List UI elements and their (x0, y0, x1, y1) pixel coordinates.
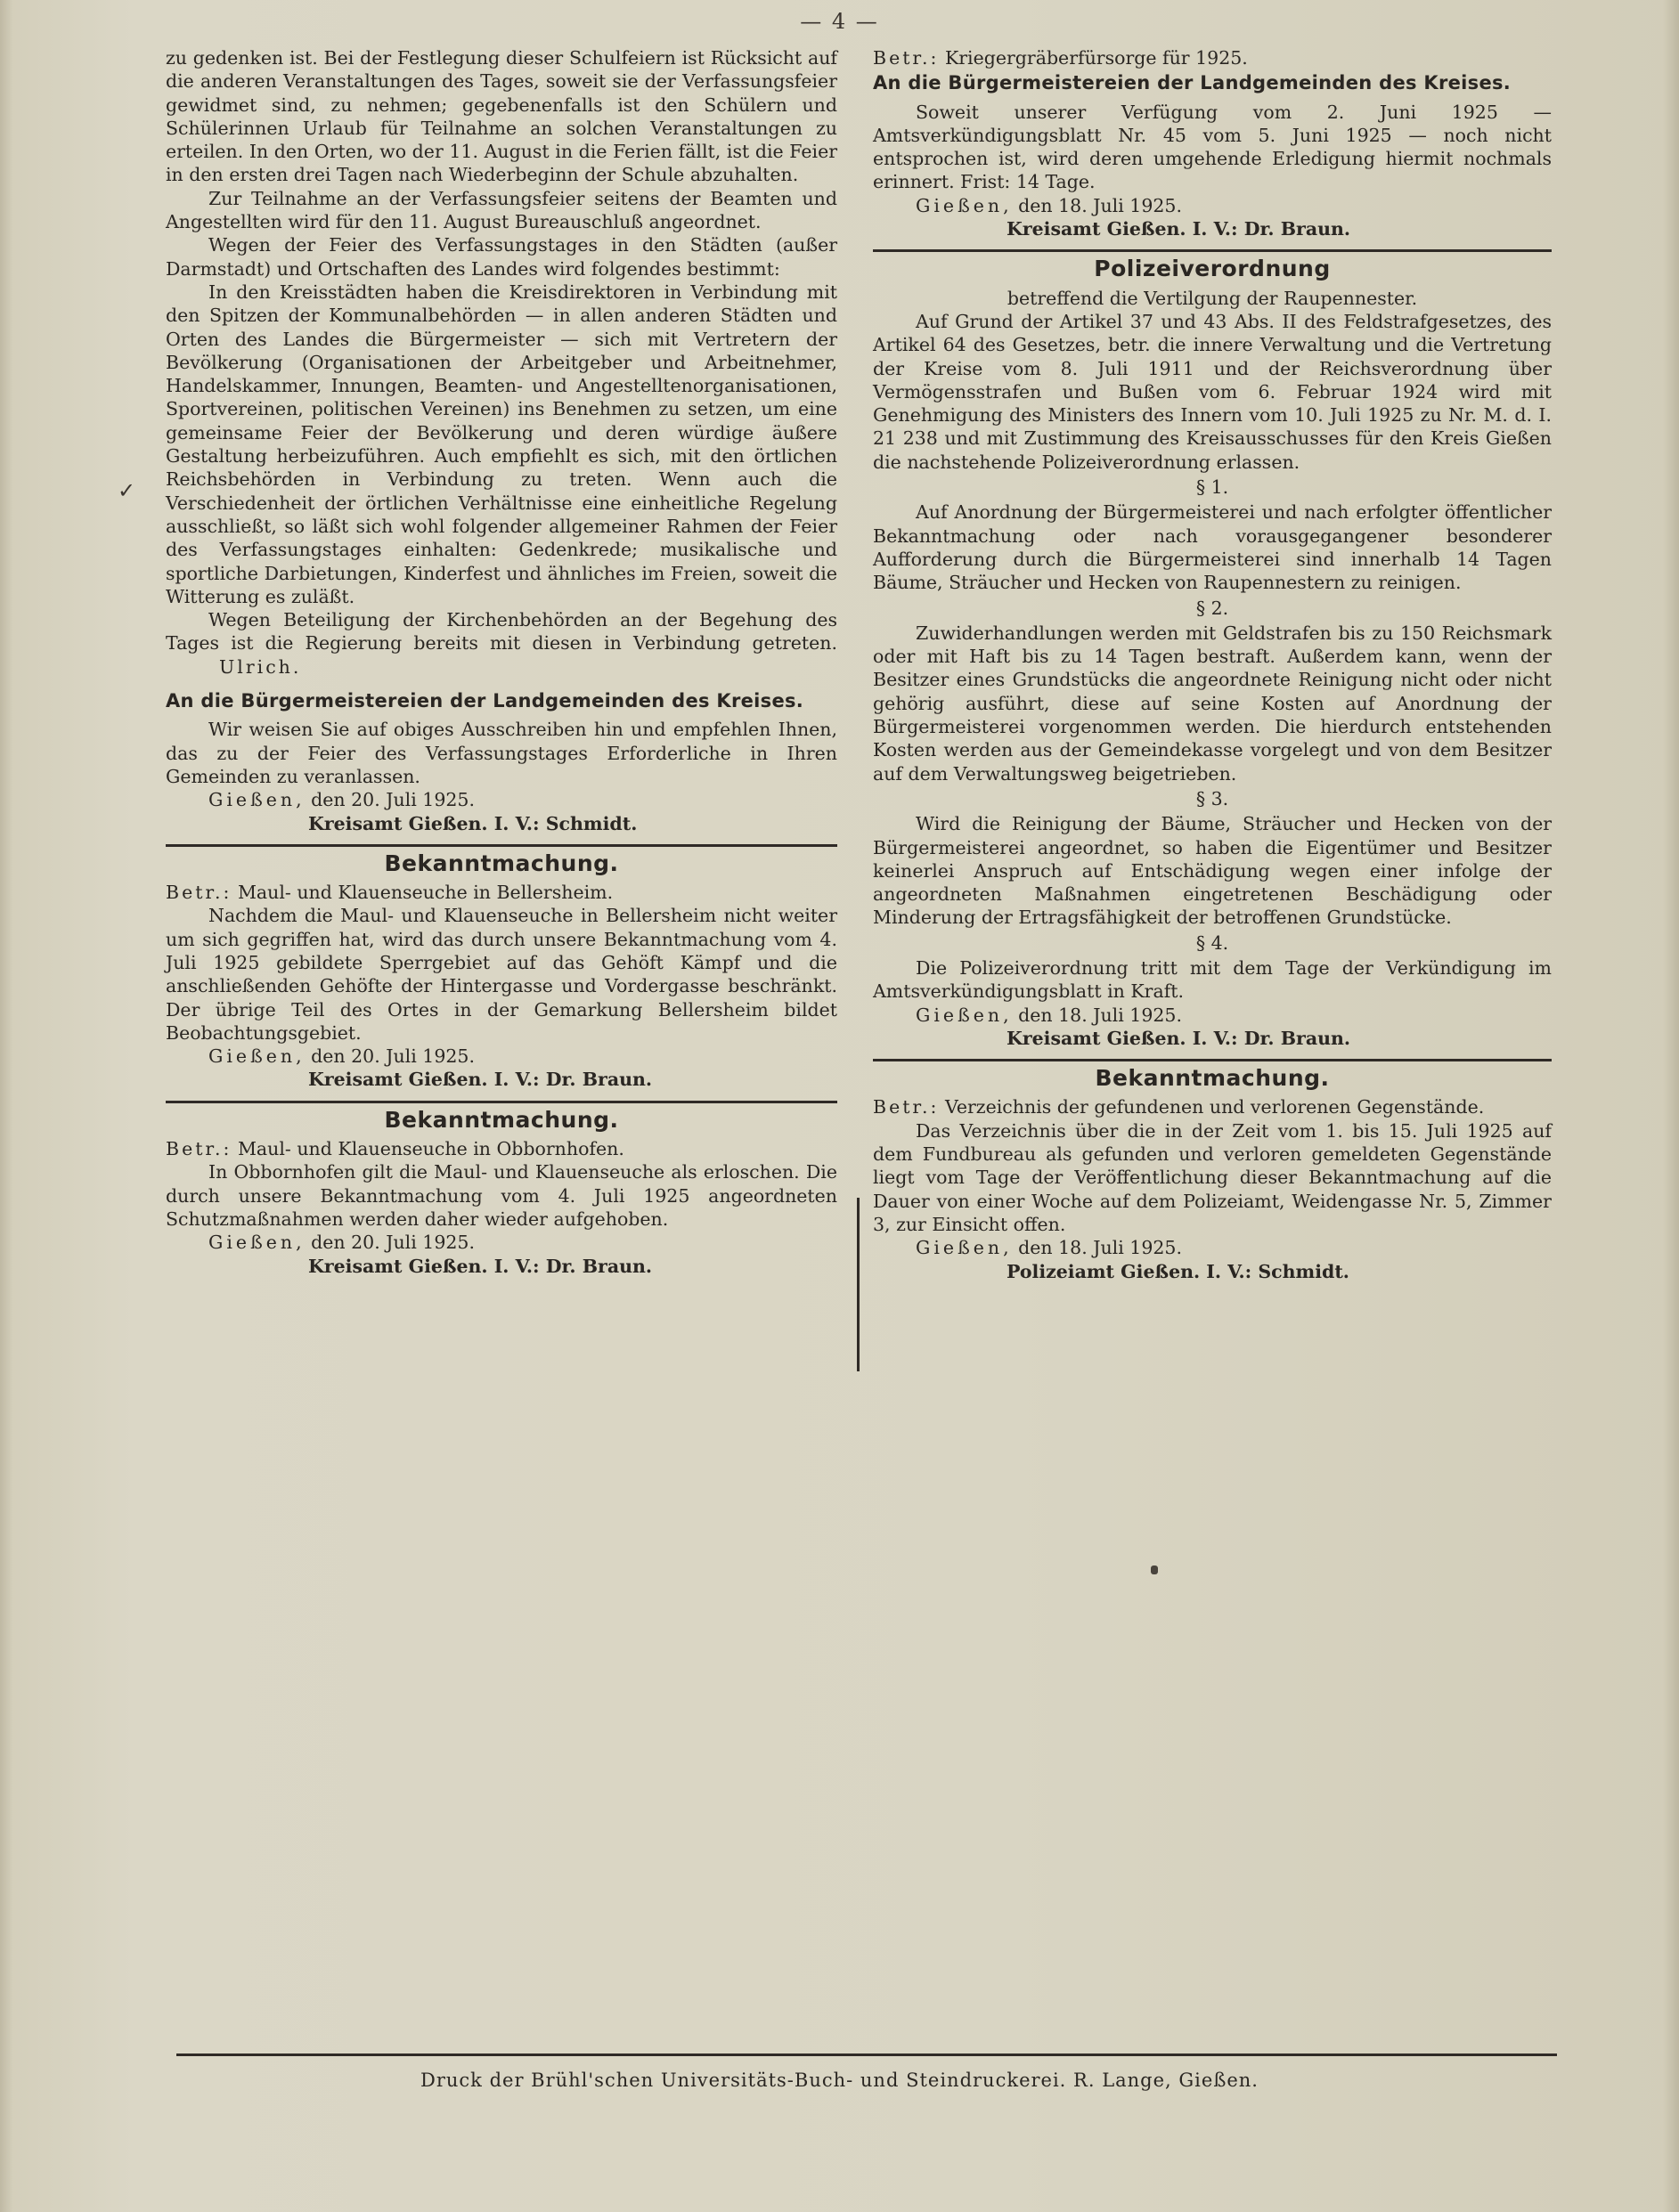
subject-text: Kriegergräberfürsorge für 1925. (944, 47, 1248, 69)
paragraph: Zur Teilnahme an der Verfassungsfeier seitens der Beamten und Angestellten wird für den 11. August Bureauschluß angeordnet. (166, 187, 837, 233)
section-divider (166, 1101, 837, 1103)
section-divider (166, 844, 837, 847)
date: den 20. Juli 1925. (311, 1045, 475, 1068)
paragraph: Auf Anordnung der Bürgermeisterei und nach erfolgter öffentlicher Bekanntmachung oder nach vorausgegangener besonderer Aufforderung durch die Bürgermeisterei sind innerhalb 14 Tagen Bäume, Sträucher und Hecken von Raupennestern zu reinigen. (873, 501, 1552, 594)
paragraph: Auf Grund der Artikel 37 und 43 Abs. II des Feldstrafgesetzes, des Artikel 64 des Gesetzes, betr. die innere Verwaltung und die Vertretung der Kreise vom 8. Juli 1911 und der Reichsverordnung über Vermögensstrafen und Bußen vom 6. Februar 1924 wird mit Genehmigung des Ministers des Innern vom 10. Juli 1925 zu Nr. M. d. I. 21 238 und mit Zustimmung des Kreisausschusses für den Kreis Gießen die nachstehende Polizeiverordnung erlassen. (873, 310, 1552, 473)
page-edge-left (0, 0, 12, 2212)
subject-line (166, 881, 837, 904)
margin-pencil-mark: ✓ (118, 478, 136, 503)
place: Gießen, (916, 1237, 1013, 1259)
paragraph: In Obbornhofen gilt die Maul- und Klauenseuche als erloschen. Die durch unsere Bekanntmachung vom 4. Juli 1925 angeordneten Schutzmaßnahmen werden daher wieder aufgehoben. (166, 1161, 837, 1230)
section-heading: An die Bürgermeistereien der Landgemeinden des Kreises. (873, 72, 1512, 94)
place: Gießen, (916, 1004, 1013, 1026)
date: den 18. Juli 1925. (1018, 194, 1182, 216)
notice-subtitle: betreffend die Vertilgung der Raupennester. (1007, 287, 1418, 309)
paragraph: Nachdem die Maul- und Klauenseuche in Bellersheim nicht weiter um sich gegriffen hat, wird das durch unsere Bekanntmachung vom 4. Juli 1925 gebildete Sperrgebiet auf das Gehöft Kämpf und die anschließenden Gehöfte der Hintergasse und Vordergasse beschränkt. Der übrige Teil des Ortes in der Gemarkung Bellersheim bildet Beobachtungsgebiet. (166, 905, 837, 1044)
place: Gießen, (208, 789, 306, 811)
subject-text: Verzeichnis der gefundenen und verlorenen Gegenstände. (944, 1096, 1485, 1118)
signature: Polizeiamt Gießen. I. V.: Schmidt. (1007, 1260, 1349, 1282)
signature: Kreisamt Gießen. I. V.: Schmidt. (308, 812, 638, 834)
notice-title: Bekanntmachung. (384, 1106, 619, 1133)
place-date (873, 194, 1552, 217)
place-date (166, 1231, 837, 1254)
paragraph: Wegen der Feier des Verfassungstages in den Städten (außer Darmstadt) und Ortschaften des Landes wird folgendes bestimmt: (166, 234, 837, 280)
place-date (166, 788, 837, 811)
footer-rule (176, 2053, 1557, 2056)
signature: Kreisamt Gießen. I. V.: Dr. Braun. (1007, 1027, 1351, 1049)
paragraph: Die Polizeiverordnung tritt mit dem Tage der Verkündigung im Amtsverkündigungsblatt in Kraft. (873, 956, 1552, 1003)
subject-line (873, 46, 1552, 69)
section-heading: An die Bürgermeistereien der Landgemeinden des Kreises. (166, 690, 804, 712)
subject-line (873, 1095, 1552, 1118)
paragraph (166, 608, 837, 679)
paragraph: Zuwiderhandlungen werden mit Geldstrafen bis zu 150 Reichsmark oder mit Haft bis zu 14 Tagen bestraft. Außerdem kann, wenn der Besitzer eines Grundstücks die angeordnete Reinigung nicht oder nicht gehörig ausführt, diese auf seine Kosten auf Anordnung der Bürgermeisterei vorgenommen werden. Die hierdurch entstehenden Kosten werden aus der Gemeindekasse vorgelegt und von dem Besitzer auf dem Verwaltungsweg beigetrieben. (873, 622, 1552, 785)
notice-title: Bekanntmachung. (384, 850, 619, 876)
right-column (873, 46, 1552, 1283)
subject-label: Betr.: (166, 882, 232, 904)
column-divider (857, 1198, 860, 1371)
place: Gießen, (916, 194, 1013, 216)
section-number: § 4. (1195, 931, 1229, 954)
paragraph: Soweit unserer Verfügung vom 2. Juni 1925 — Amtsverkündigungsblatt Nr. 45 vom 5. Juni 1925 — noch nicht entsprochen ist, wird deren umgehende Erledigung hiermit nochmals erinnert. Frist: 14 Tage. (873, 101, 1552, 193)
date: den 20. Juli 1925. (311, 1232, 475, 1254)
signature-ulrich: Ulrich. (219, 655, 302, 678)
paragraph-text: Wegen Beteiligung der Kirchenbehörden an der Begehung des Tages ist die Regierung bereits mit diesen in Verbindung getreten. (166, 609, 837, 655)
subject-label: Betr.: (873, 1096, 940, 1118)
notice-title: Bekanntmachung. (1095, 1065, 1330, 1092)
section-number: § 1. (1195, 476, 1229, 499)
place: Gießen, (208, 1232, 306, 1254)
page-number: — 4 — (800, 9, 879, 34)
section-divider (873, 249, 1552, 252)
page-edge-right (1663, 0, 1679, 2212)
date: den 18. Juli 1925. (1018, 1237, 1182, 1259)
date: den 20. Juli 1925. (311, 789, 475, 811)
paragraph: Wird die Reinigung der Bäume, Sträucher und Hecken von der Bürgermeisterei angeordnet, so haben die Eigentümer und Besitzer keinerlei Anspruch auf Entschädigung wegen einer infolge der angeordneten Maßnahmen eingetretenen Beschädigung oder Minderung der Ertragsfähigkeit der betroffenen Grundstücke. (873, 813, 1552, 929)
subject-text: Maul- und Klauenseuche in Obbornhofen. (237, 1138, 624, 1160)
signature: Kreisamt Gießen. I. V.: Dr. Braun. (1007, 218, 1351, 240)
paragraph: Wir weisen Sie auf obiges Ausschreiben hin und empfehlen Ihnen, das zu der Feier des Verfassungstages Erforderliche in Ihren Gemeinden zu veranlassen. (166, 719, 837, 787)
signature: Kreisamt Gießen. I. V.: Dr. Braun. (308, 1069, 653, 1091)
section-number: § 3. (1195, 787, 1229, 809)
subject-text: Maul- und Klauenseuche in Bellersheim. (237, 882, 614, 904)
place-date (873, 1236, 1552, 1259)
place-date (166, 1045, 837, 1068)
printer-imprint: Druck der Brühl'schen Universitäts-Buch- und Steindruckerei. R. Lange, Gießen. (420, 2070, 1259, 2091)
left-column (166, 46, 837, 1278)
paragraph: zu gedenken ist. Bei der Festlegung dieser Schulfeiern ist Rücksicht auf die anderen Veranstaltungen des Tages, soweit sie der Verfassungsfeier gewidmet sind, zu nehmen; gegebenenfalls ist den Schülern und Schülerinnen Urlaub für Teilnahme an solchen Veranstaltungen zu erteilen. In den Orten, wo der 11. August in die Ferien fällt, ist die Feier in den ersten drei Tagen nach Wiederbeginn der Schule abzuhalten. (166, 47, 837, 186)
ink-speck (1151, 1565, 1158, 1574)
place: Gießen, (208, 1045, 306, 1068)
paragraph: In den Kreisstädten haben die Kreisdirektoren in Verbindung mit den Spitzen der Kommunalbehörden — in allen anderen Städten und Orten des Landes die Bürgermeister — sich mit Vertretern der Bevölkerung (Organisationen der Arbeitgeber und Arbeitnehmer, Handelskammer, Innungen, Beamten- und Angestelltenorganisationen, Sportvereinen, politischen Vereinen) ins Benehmen zu setzen, um eine gemeinsame Feier der Bevölkerung und deren würdige äußere Gestaltung herbeizuführen. Auch empfiehlt es sich, mit den örtlichen Reichsbehörden in Verbindung zu treten. Wenn auch die Verschiedenheit der örtlichen Verhältnisse eine einheitliche Regelung ausschließt, so läßt sich wohl folgender allgemeiner Rahmen der Feier des Verfassungstages einhalten: Gedenkrede; musikalische und sportliche Darbietungen, Kinderfest und ähnliches im Freien, soweit die Witterung es zuläßt. (166, 281, 837, 607)
section-number: § 2. (1195, 597, 1229, 619)
notice-title: Polizeiverordnung (1094, 256, 1331, 282)
place-date (873, 1004, 1552, 1027)
subject-label: Betr.: (873, 47, 940, 69)
date: den 18. Juli 1925. (1018, 1004, 1182, 1026)
subject-label: Betr.: (166, 1138, 232, 1160)
subject-line (166, 1137, 837, 1160)
signature: Kreisamt Gießen. I. V.: Dr. Braun. (308, 1255, 653, 1277)
paragraph: Das Verzeichnis über die in der Zeit vom 1. bis 15. Juli 1925 auf dem Fundbureau als gefunden und verloren gemeldeten Gegenstände liegt vom Tage der Veröffentlichung dieser Bekanntmachung auf die Dauer von einer Woche auf dem Polizeiamt, Weidengasse Nr. 5, Zimmer 3, zur Einsicht offen. (873, 1119, 1552, 1235)
section-divider (873, 1059, 1552, 1061)
